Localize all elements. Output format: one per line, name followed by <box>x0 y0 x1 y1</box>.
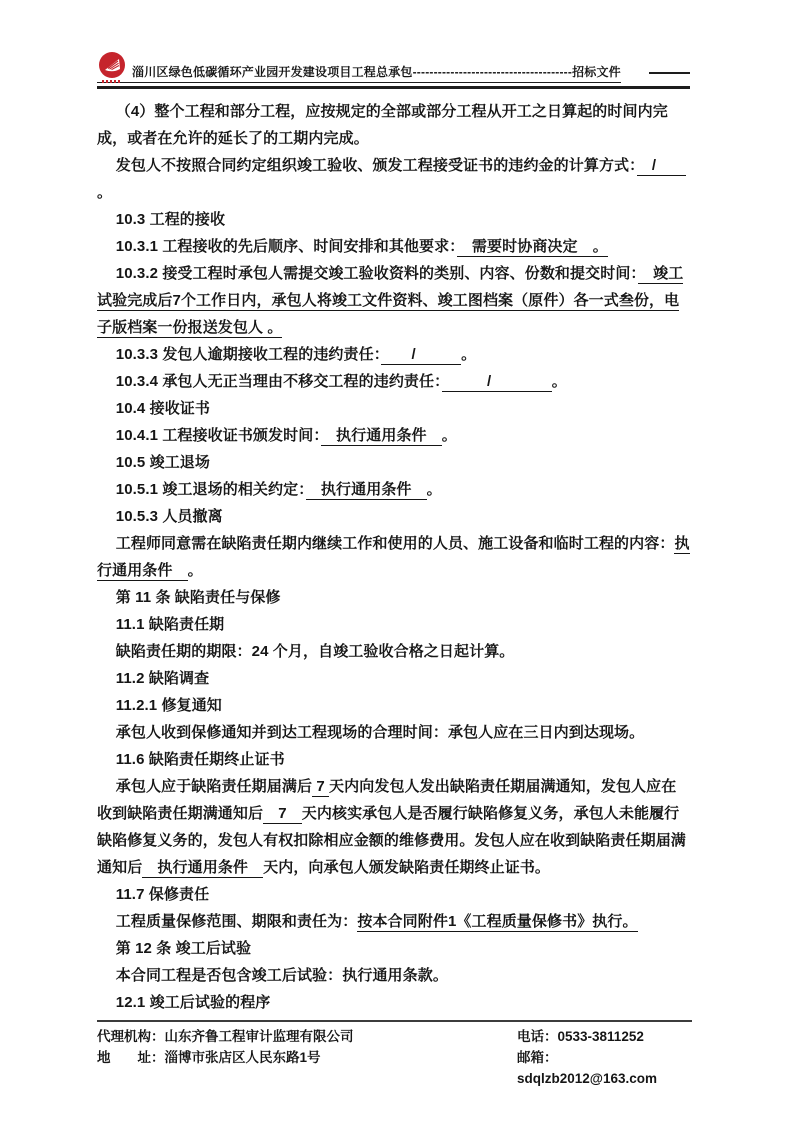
header-dashes: -------------------------------------- <box>412 65 573 79</box>
paragraph-text: 第 12 条 竣工后试验 <box>115 939 252 957</box>
header-doc-type: 招标文件 <box>572 65 621 79</box>
paragraph-text: 11.6 缺陷责任期终止证书 <box>115 750 285 768</box>
fill-in-blank: / <box>636 156 687 174</box>
paragraph <box>97 503 690 530</box>
paragraph-text: 12.1 竣工后试验的程序 <box>115 993 271 1011</box>
paragraph <box>97 989 690 1016</box>
paragraph <box>97 881 690 908</box>
paragraph <box>97 260 690 341</box>
footer-agency <box>97 1026 517 1047</box>
phone-label: 电话： <box>517 1029 558 1044</box>
header-project-title: 淄川区绿色低碳循环产业园开发建设项目工程总承包 <box>132 65 413 79</box>
agency-name: 山东齐鲁工程审计监理有限公司 <box>164 1029 354 1044</box>
footer-info <box>97 1022 692 1089</box>
paragraph-text: （4）整个工程和部分工程，应按规定的全部或部分工程从开工之日算起的时间内完成，或者在允许的延长了的工期内完成。 <box>97 102 668 147</box>
paragraph <box>97 719 690 746</box>
paragraph-text: 11.1 缺陷责任期 <box>115 615 225 633</box>
paragraph <box>97 206 690 233</box>
address-value: 淄博市张店区人民东路1号 <box>164 1050 321 1065</box>
address-label: 地 址： <box>97 1050 165 1065</box>
paragraph <box>97 908 690 935</box>
paragraph <box>97 935 690 962</box>
header-blank-line <box>649 72 690 74</box>
paragraph-text: 。 <box>187 561 203 579</box>
email-label: 邮箱： <box>517 1050 558 1065</box>
paragraph-text: 11.7 保修责任 <box>115 885 210 903</box>
paragraph-text: 11.2 缺陷调查 <box>115 669 210 687</box>
agency-label: 代理机构： <box>97 1029 165 1044</box>
paragraph-text: 天内向发包人发出缺陷责任期届满通知，发包人应在收到缺陷责任期满通知后 <box>97 777 677 822</box>
paragraph <box>97 611 690 638</box>
page-header <box>97 48 690 89</box>
paragraph-text: 10.3 工程的接收 <box>115 210 226 228</box>
paragraph-text: 天内核实承包人是否履行缺陷修复义务，承包人未能履行缺陷修复义务的，发包人有权扣除相应金额的维修费用。发包人应在收到缺陷责任期届满通知后 <box>97 804 686 876</box>
paragraph-text: 本合同工程是否包含竣工后试验：执行通用条款。 <box>115 966 448 984</box>
paragraph <box>97 773 690 881</box>
paragraph <box>97 422 690 449</box>
paragraph <box>97 638 690 665</box>
page-footer <box>97 1020 692 1089</box>
phone-number: 0533-3811252 <box>557 1029 644 1044</box>
fill-in-blank: / <box>381 345 462 363</box>
paragraph-text: 承包人应于缺陷责任期届满后 <box>115 777 313 795</box>
paragraph-text: 。 <box>461 345 477 363</box>
paragraph-text: 10.5.1 竣工退场的相关约定： <box>115 480 306 498</box>
paragraph <box>97 962 690 989</box>
paragraph <box>97 152 690 206</box>
paragraph-text: 10.5.3 人员撤离 <box>115 507 223 525</box>
paragraph <box>97 665 690 692</box>
paragraph-text: 。 <box>551 372 567 390</box>
fill-in-blank: 竣工试验完成后7个工作日内，承包人将竣工文件资料、竣工图档案（原件）各一式叁份，电子版档案一份报送发包人 。 <box>97 264 684 336</box>
paragraph <box>97 368 690 395</box>
footer-email <box>517 1047 692 1089</box>
paragraph-text: 10.3.3 发包人逾期接收工程的违约责任： <box>115 345 382 363</box>
paragraph-text: 10.3.4 承包人无正当理由不移交工程的违约责任： <box>115 372 442 390</box>
paragraph <box>97 530 690 584</box>
agency-logo-icon <box>97 51 127 83</box>
paragraph-text: 承包人收到保修通知并到达工程现场的合理时间：承包人应在三日内到达现场。 <box>115 723 645 741</box>
paragraph <box>97 233 690 260</box>
fill-in-blank: / <box>441 372 552 390</box>
fill-in-blank: 按本合同附件1《工程质量保修书》执行。 <box>357 912 638 930</box>
fill-in-blank: 执行通用条件 <box>97 534 690 579</box>
paragraph-text: 10.3.1 工程接收的先后顺序、时间安排和其他要求： <box>115 237 457 255</box>
header-title-block <box>97 48 621 83</box>
paragraph-text: 10.4.1 工程接收证书颁发时间： <box>115 426 321 444</box>
footer-address <box>97 1047 517 1089</box>
paragraph-text: 第 11 条 缺陷责任与保修 <box>115 588 281 606</box>
paragraph-text: 工程质量保修范围、期限和责任为： <box>115 912 358 930</box>
paragraph <box>97 584 690 611</box>
paragraph-text: 11.2.1 修复通知 <box>115 696 222 714</box>
fill-in-blank: 执行通用条件 <box>142 858 264 876</box>
paragraph <box>97 746 690 773</box>
paragraph <box>97 476 690 503</box>
logo-caption-marks <box>102 80 122 83</box>
paragraph-text: 工程师同意需在缺陷责任期内继续工作和使用的人员、施工设备和临时工程的内容： <box>115 534 675 552</box>
paragraph-text: 天内，向承包人颁发缺陷责任期终止证书。 <box>263 858 551 876</box>
paragraph <box>97 98 690 152</box>
paragraph-text: 发包人不按照合同约定组织竣工验收、颁发工程接受证书的违约金的计算方式： <box>115 156 637 174</box>
paragraph-text: 。 <box>441 426 457 444</box>
header-title-text <box>132 65 621 80</box>
paragraph <box>97 341 690 368</box>
fill-in-blank: 7 <box>312 777 330 795</box>
paragraph <box>97 692 690 719</box>
header-row <box>97 48 690 83</box>
footer-phone <box>517 1026 692 1047</box>
paragraph-text: 10.5 竣工退场 <box>115 453 211 471</box>
paragraph <box>97 395 690 422</box>
paragraph-text: 。 <box>426 480 442 498</box>
email-value: sdqlzb2012@163.com <box>517 1071 657 1086</box>
paragraph-text: 10.3.2 接受工程时承包人需提交竣工验收资料的类别、内容、份数和提交时间： <box>115 264 639 282</box>
document-body <box>97 89 690 1016</box>
paragraph-text: 10.4 接收证书 <box>115 399 211 417</box>
fill-in-blank: 执行通用条件 <box>305 480 427 498</box>
fill-in-blank: 7 <box>263 804 302 822</box>
paragraph <box>97 449 690 476</box>
paragraph-text: 缺陷责任期的期限：24 个月，自竣工验收合格之日起计算。 <box>115 642 515 660</box>
paragraph-text: 。 <box>97 183 113 201</box>
fill-in-blank: 需要时协商决定 。 <box>456 237 608 255</box>
fill-in-blank: 执行通用条件 <box>320 426 442 444</box>
